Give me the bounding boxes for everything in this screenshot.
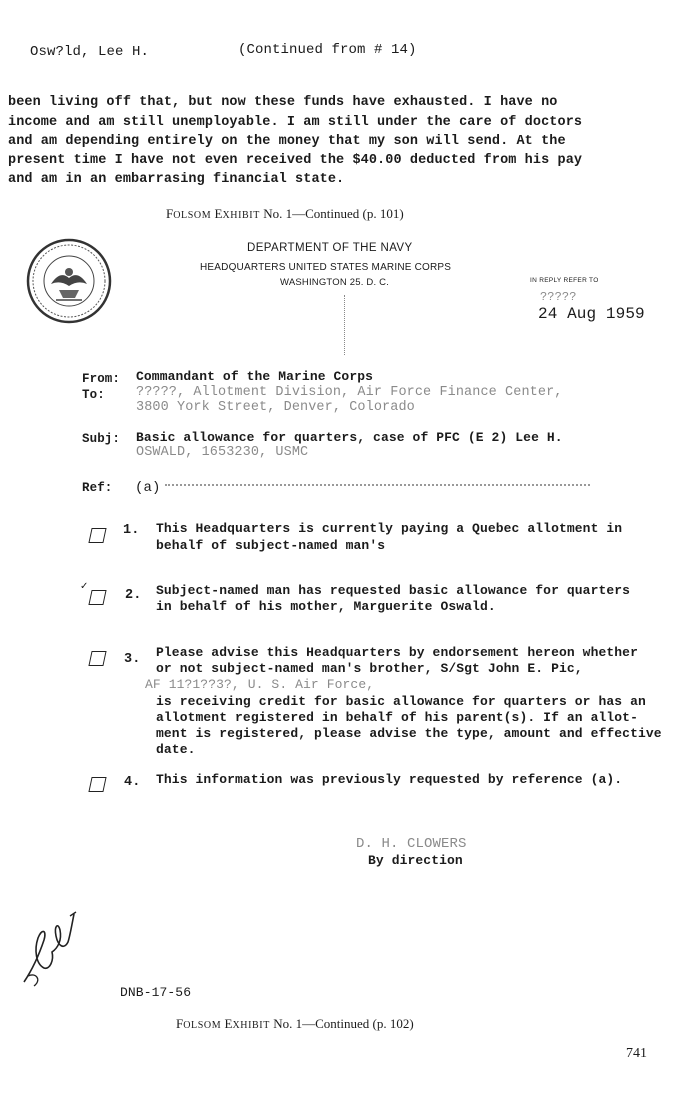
subj-line-2: OSWALD, 1653230, USMC (136, 445, 309, 460)
item-2-line: Subject-named man has requested basic allowance for quarters (156, 583, 631, 598)
header-continued: (Continued from # 14) (238, 42, 417, 58)
item-2-number: 2. (125, 588, 142, 603)
exhibit-caption-top (166, 206, 404, 222)
letter-date: 24 Aug 1959 (538, 305, 645, 323)
item-3-line: allotment registered in behalf of his parent(s). If an allot- (156, 710, 638, 725)
item-3-line: Please advise this Headquarters by endorsement hereon whether (156, 645, 638, 660)
intro-line: present time I have not even received the $40.00 deducted from his pay (8, 153, 583, 168)
from-value: Commandant of the Marine Corps (136, 369, 374, 384)
intro-line: income and am still unemployable. I am still under the care of doctors (8, 115, 583, 130)
item-2-line: in behalf of his mother, Marguerite Oswald. (156, 599, 496, 614)
ref-value: (a) (135, 480, 161, 496)
exhibit-caption-text: No. 1—Continued (p. 101) (263, 206, 404, 221)
item-3-line: is receiving credit for basic allowance for quarters or has an (156, 694, 646, 709)
navy-seal-icon (26, 238, 112, 324)
item-3-line: or not subject-named man's brother, S/Sgt John E. Pic, (156, 661, 583, 676)
letterhead-dept: DEPARTMENT OF THE NAVY (247, 242, 413, 254)
ref-line (165, 484, 590, 486)
exhibit-word-rest: OLSOM (183, 1020, 222, 1031)
item-1-line: This Headquarters is currently paying a Quebec allotment in (156, 521, 623, 536)
to-line-2: 3800 York Street, Denver, Colorado (136, 400, 415, 415)
exhibit-word-initial: F (176, 1016, 184, 1031)
header-name: Osw?ld, Lee H. (30, 44, 150, 60)
to-label: To: (82, 388, 105, 402)
intro-line: been living off that, but now these funds have exhausted. I have no (8, 95, 558, 110)
intro-line: and am depending entirely on the money that my son will send. At the (8, 134, 566, 149)
item-3-line: date. (156, 742, 196, 757)
subj-line-1: Basic allowance for quarters, case of PFC (E 2) Lee H. (136, 430, 563, 445)
exhibit-word-initial: F (166, 206, 174, 221)
exhibit-word-rest: OLSOM (173, 210, 212, 221)
handwritten-initials-icon (14, 900, 84, 990)
ref-label: Ref: (82, 481, 113, 495)
item-3-line: AF 11?1??3?, U. S. Air Force, (145, 677, 375, 692)
form-number: DNB-17-56 (120, 985, 192, 1000)
letterhead-city: WASHINGTON 25. D. C. (280, 277, 390, 288)
exhibit-caption-text: No. 1—Continued (p. 102) (273, 1016, 414, 1031)
signature-title: By direction (368, 853, 463, 868)
reply-ref-code: ????? (540, 290, 577, 304)
stray-mark (344, 295, 346, 355)
reply-refer-label: IN REPLY REFER TO (530, 277, 599, 284)
exhibit-word-rest: XHIBIT (232, 1020, 270, 1031)
item-1-checkbox (88, 528, 106, 543)
letterhead-hq: HEADQUARTERS UNITED STATES MARINE CORPS (200, 262, 452, 273)
exhibit-word-initial: E (214, 206, 223, 221)
signature-name: D. H. CLOWERS (356, 836, 467, 852)
item-3-checkbox (88, 651, 106, 666)
intro-line: and am in an embarrasing financial state. (8, 172, 345, 187)
to-line-1: ?????, Allotment Division, Air Force Finance Center, (136, 385, 563, 400)
item-3-number: 3. (124, 652, 141, 667)
item-1-number: 1. (123, 523, 140, 538)
item-3-line: ment is registered, please advise the type, amount and effective (156, 726, 662, 741)
item-4-line: This information was previously requested by reference (a). (156, 772, 623, 787)
from-label: From: (82, 372, 121, 386)
exhibit-word-initial: E (224, 1016, 233, 1031)
item-1-line: behalf of subject-named man's (156, 538, 386, 553)
subj-label: Subj: (82, 432, 121, 446)
item-4-number: 4. (124, 775, 141, 790)
item-4-checkbox (88, 777, 106, 792)
handwritten-check-mark: ✓ (80, 581, 89, 592)
exhibit-caption-bottom (176, 1016, 414, 1032)
page-number: 741 (626, 1046, 647, 1061)
exhibit-word-rest: XHIBIT (222, 210, 260, 221)
item-2-checkbox (88, 590, 106, 605)
